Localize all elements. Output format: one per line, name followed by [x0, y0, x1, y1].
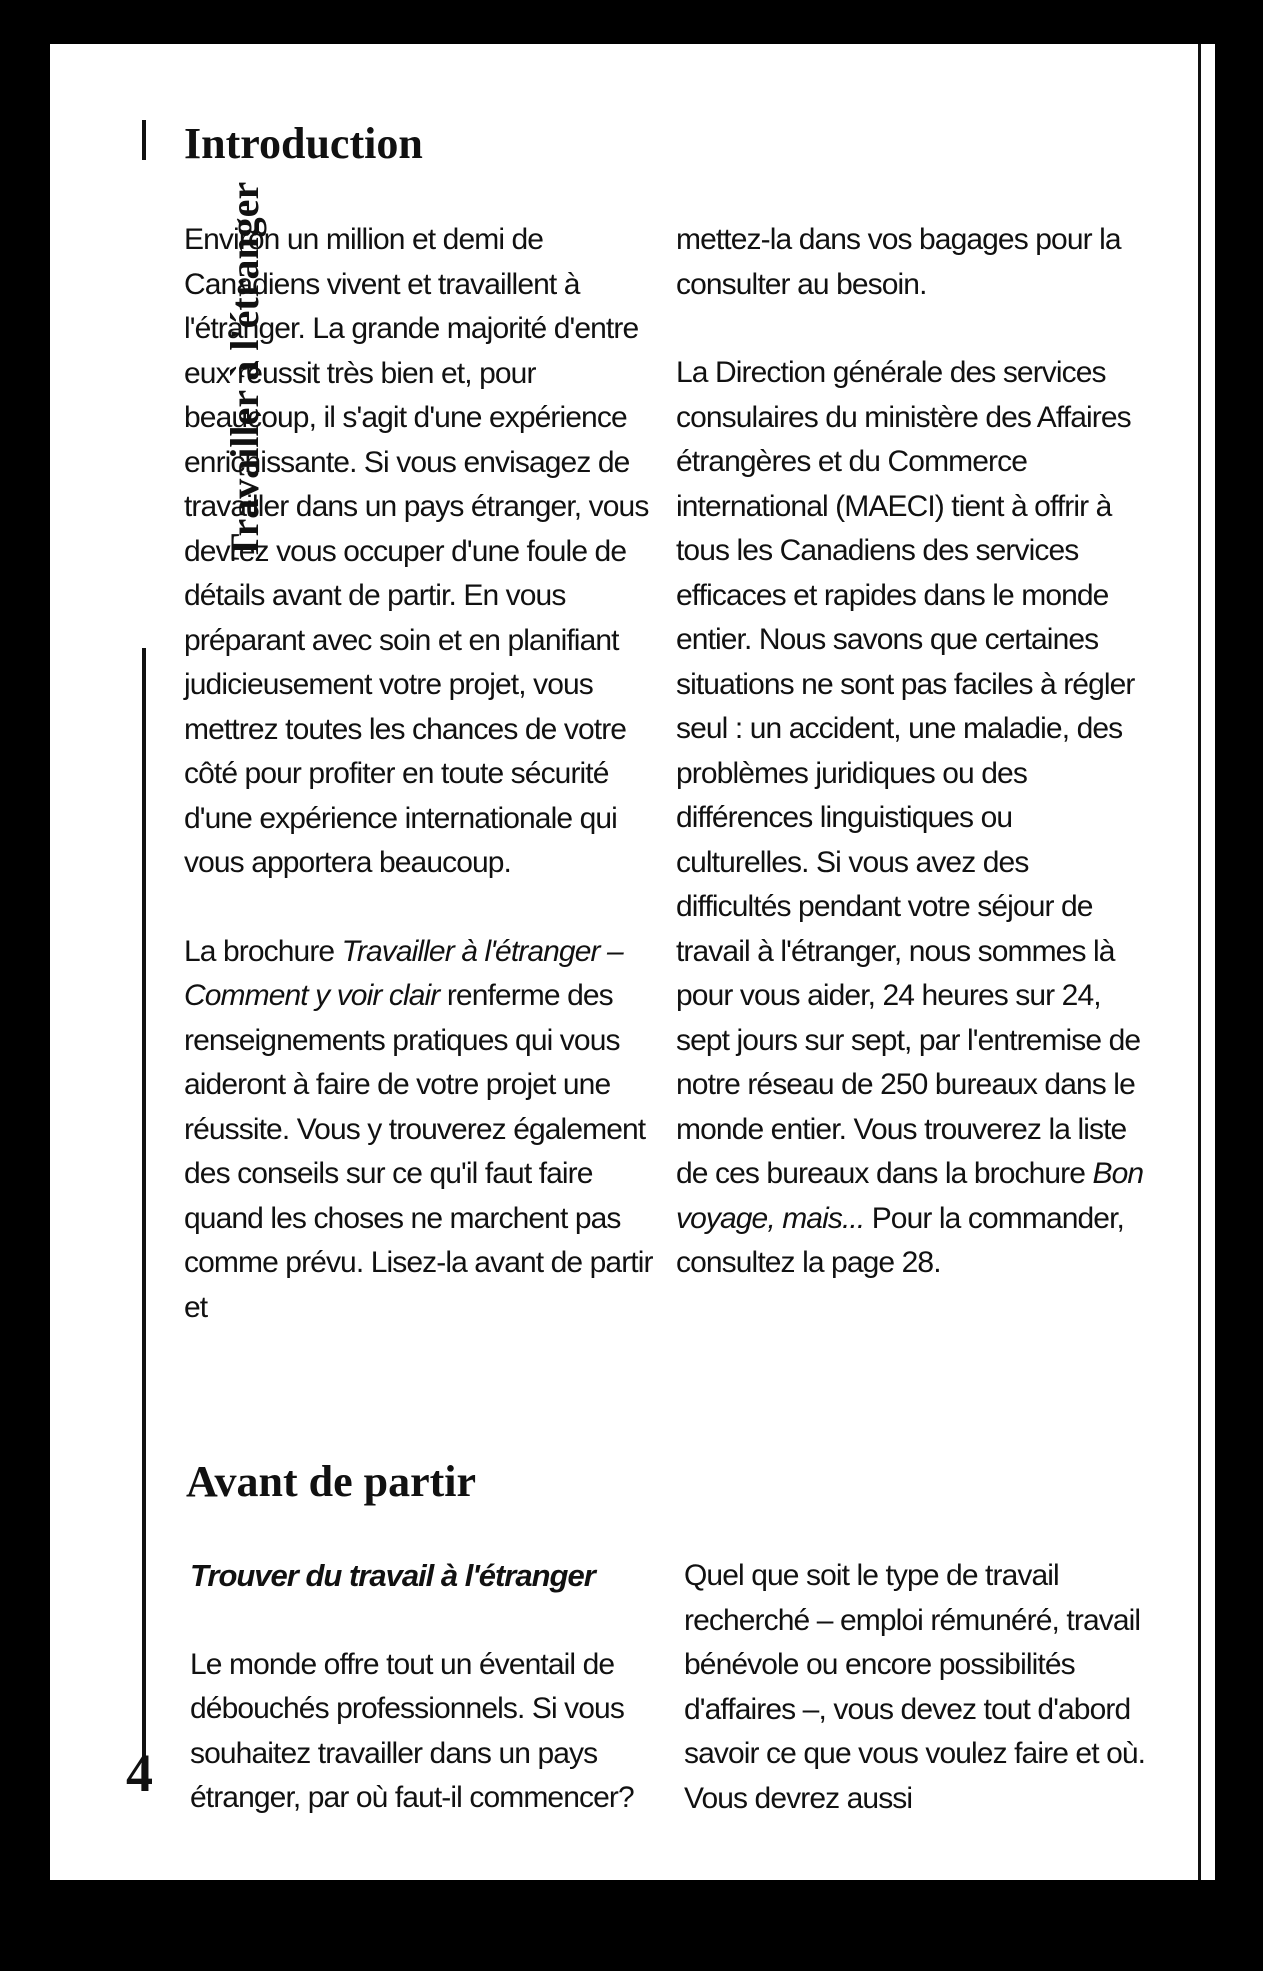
avant-left-column: [190, 1554, 660, 1865]
intro-p4-text: La Direction générale des services consulaires du ministère des Affaires étrangères et du Commerce international (MAECI) tient à offrir à tous les Canadiens des services efficaces et rapides dans le monde entier. Nous savons que certaines situations ne sont pas faciles à régler seul : un accident, une maladie, des problèmes juridiques ou des différences linguistiques ou culturelles. Si vous avez des difficultés pendant votre séjour de travail à l'étranger, nous sommes là pour vous aider, 24 heures sur 24, sept jours sur sept, par l'entremise de notre réseau de 250 bureaux dans le monde entier. Vous trouverez la liste de ces bureaux dans la brochure: [676, 356, 1141, 1190]
intro-paragraph-4: [676, 351, 1146, 1286]
brochure-title-2: Bon voyage, mais...: [676, 1157, 1144, 1235]
page-number: 4: [126, 1743, 153, 1803]
avant-subheading: Trouver du travail à l'étranger: [190, 1558, 595, 1593]
intro-p2-text: La brochure: [184, 934, 342, 968]
avant-paragraph-2: Quel que soit le type de travail recherché – emploi rémunéré, travail bénévole ou encore possibilités d'affaires –, vous devez tout d'abord savoir ce que vous voulez faire et où. Vous devrez aussi: [684, 1559, 1146, 1815]
avant-heading: Avant de partir: [186, 1457, 477, 1506]
avant-paragraph-1: Le monde offre tout un éventail de débouchés professionnels. Si vous souhaitez travailler dans un pays étranger, par où faut-il commencer?: [190, 1647, 634, 1814]
intro-p2-text-end: renferme des renseignements pratiques qui vous aideront à faire de votre projet une réussite. Vous y trouverez également des conseils sur ce qu'il faut faire quand les choses ne marchent pas comme prévu. Lisez-la avant de partir et: [184, 979, 653, 1324]
running-title: Travailler à l'étranger: [222, 181, 267, 561]
intro-right-column: [676, 218, 1146, 1330]
brochure-title: Travailler à l'étranger – Comment y voir clair: [184, 934, 623, 1012]
intro-paragraph-1: Environ un million et demi de Canadiens vivent et travaillent à l'étranger. La grande majorité d'entre eux réussit très bien et, pour beaucoup, il s'agit d'une expérience enrichissante. Si vous envisagez de travailler dans un pays étranger, vous devrez vous occuper d'une foule de détails avant de partir. En vous préparant avec soin et en planifiant judicieusement votre projet, vous mettrez toutes les chances de votre côté pour profiter en toute sécurité d'une expérience internationale qui vous apportera beaucoup.: [184, 223, 649, 879]
avant-right-column: [684, 1554, 1154, 1865]
scan-edge: [1198, 44, 1215, 1880]
intro-left-column: [184, 218, 654, 1374]
introduction-heading: Introduction: [184, 119, 423, 168]
intro-p4-text-end: Pour la commander, consultez la page 28.: [676, 1201, 1124, 1279]
intro-paragraph-2: [184, 930, 654, 1331]
intro-paragraph-3: mettez-la dans vos bagages pour la consulter au besoin.: [676, 223, 1121, 301]
